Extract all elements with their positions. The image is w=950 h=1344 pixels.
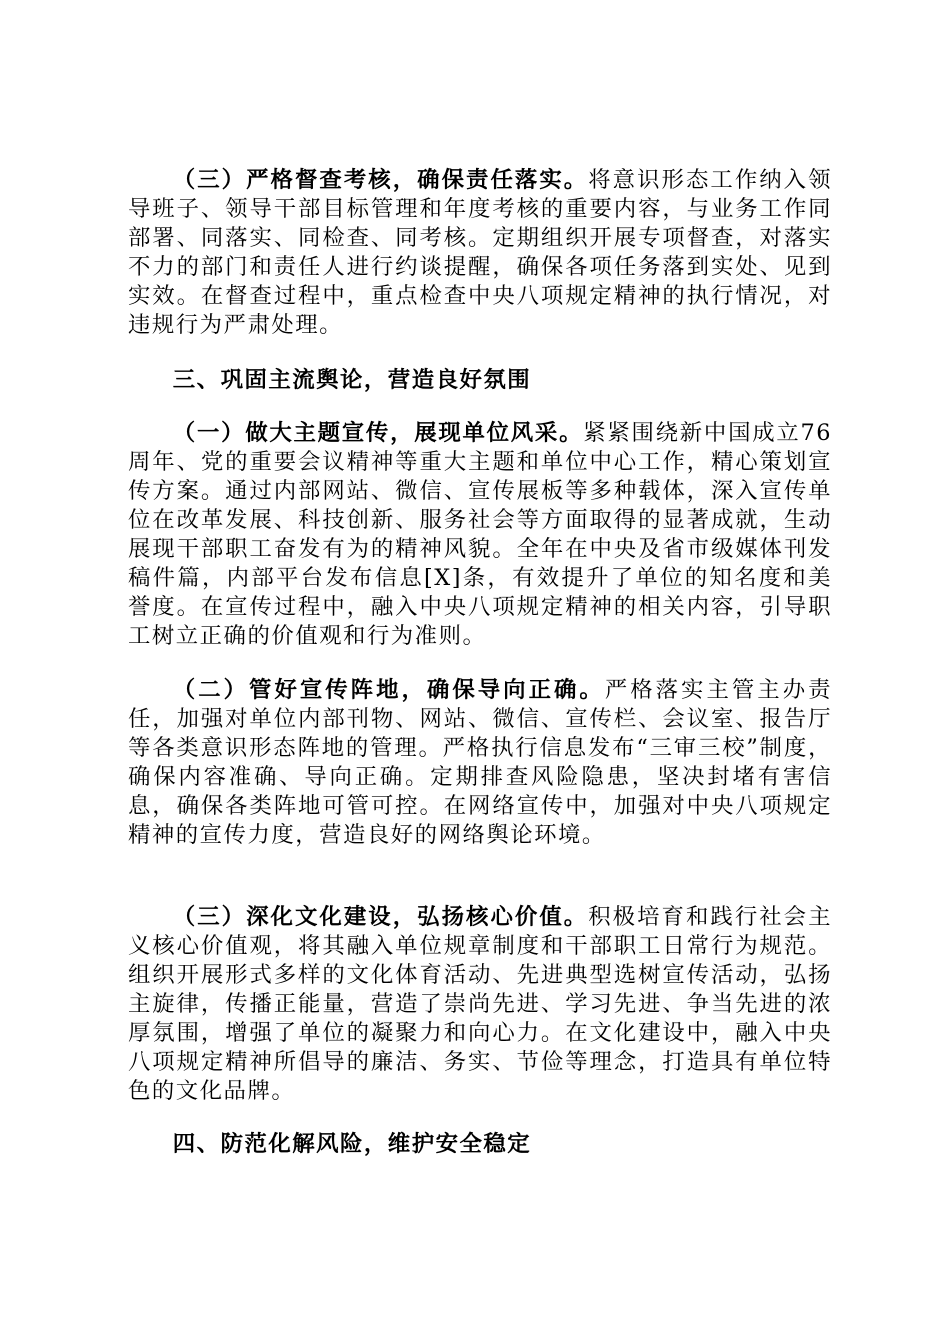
paragraph-body: 严格落实主管主办责任，加强对单位内部刊物、网站、微信、宣传栏、会议室、报告厅等各类意识形态阵地的管理。严格执行信息发布“三审三校”制度，确保内容准确、导向正确。定期排查风险隐患，坚决封堵有害信息，确保各类阵地可管可控。在网络宣传中，加强对中央八项规定精神的宣传力度，营造良好的网络舆论环境。: [128, 677, 833, 848]
paragraph-supervision: [128, 166, 832, 340]
paragraph-culture-building: [128, 903, 832, 1106]
paragraph-body: 将意识形态工作纳入领导班子、领导干部目标管理和年度考核的重要内容，与业务工作同部署、同落实、同检查、同考核。定期组织开展专项督查，对落实不力的部门和责任人进行约谈提醒，确保各项任务落到实处、见到实效。在督查过程中，重点检查中央八项规定精神的执行情况，对违规行为严肃处理。: [128, 167, 833, 338]
section-heading-three: 三、巩固主流舆论，营造良好氛围: [172, 367, 532, 393]
paragraph-lead: （二）管好宣传阵地，确保导向正确。: [172, 677, 605, 703]
paragraph-body: 紧紧围绕新中国成立76周年、党的重要会议精神等重大主题和单位中心工作，精心策划宣传方案。通过内部网站、微信、宣传展板等多种载体，深入宣传单位在改革发展、科技创新、服务社会等方面取得的显著成就，生动展现干部职工奋发有为的精神风貌。全年在中央及省市级媒体刊发稿件篇，内部平台发布信息[X]条，有效提升了单位的知名度和美誉度。在宣传过程中，融入中央八项规定精神的相关内容，引导职工树立正确的价值观和行为准则。: [128, 420, 832, 649]
paragraph-theme-publicity: [128, 419, 832, 651]
paragraph-lead: （三）严格督查考核，确保责任落实。: [172, 167, 589, 193]
paragraph-publicity-positions: [128, 676, 832, 850]
section-heading-four: 四、防范化解风险，维护安全稳定: [172, 1131, 532, 1157]
paragraph-lead: （三）深化文化建设，弘扬核心价值。: [172, 904, 589, 930]
paragraph-body: 积极培育和践行社会主义核心价值观，将其融入单位规章制度和干部职工日常行为规范。组织开展形式多样的文化体育活动、先进典型选树宣传活动，弘扬主旋律，传播正能量，营造了崇尚先进、学习先进、争当先进的浓厚氛围，增强了单位的凝聚力和向心力。在文化建设中，融入中央八项规定精神所倡导的廉洁、务实、节俭等理念，打造具有单位特色的文化品牌。: [128, 904, 833, 1104]
paragraph-lead: （一）做大主题宣传，展现单位风采。: [172, 420, 584, 446]
